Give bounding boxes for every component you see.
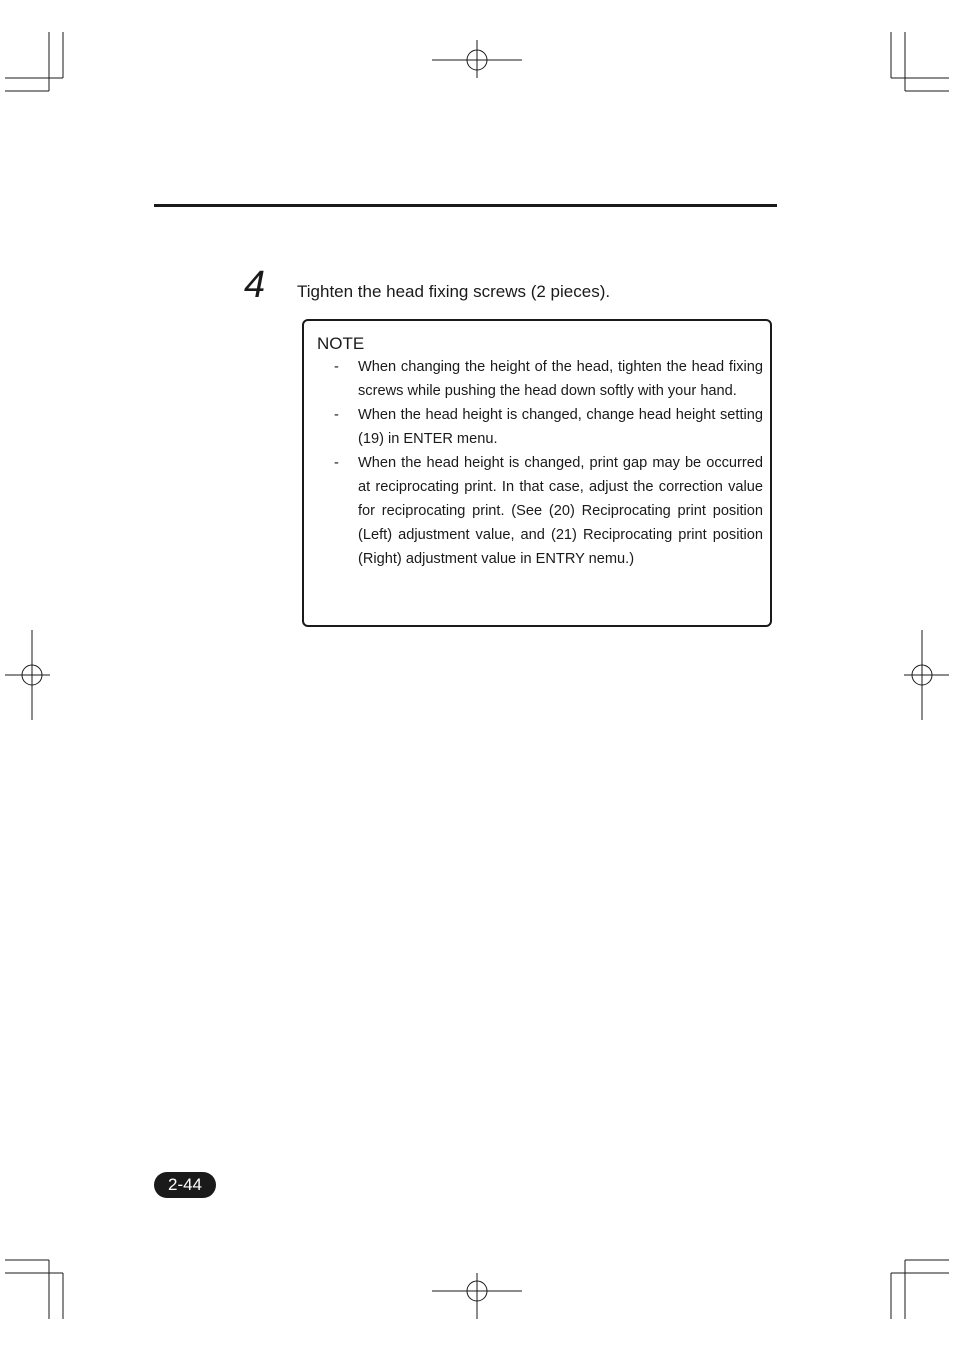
header-rule <box>154 204 777 207</box>
note-title: NOTE <box>317 334 365 353</box>
note-item-text: When changing the height of the head, tighten the head fixing screws while pushing the head down softly with your hand. <box>358 359 763 399</box>
note-item-text: When the head height is changed, change head height setting (19) in ENTER menu. <box>358 407 763 447</box>
note-item <box>331 355 763 403</box>
note-item <box>331 403 763 451</box>
step-text: Tighten the head fixing screws (2 pieces). <box>297 282 611 301</box>
note-list <box>331 355 763 571</box>
step-number: 4 <box>244 264 266 306</box>
note-item <box>331 451 763 571</box>
note-bullet: - <box>334 455 339 471</box>
note-item-text: When the head height is changed, print gap may be occurred at reciprocating print. In that case, adjust the correction value for reciprocating print. (See (20) Reciprocating print position (Left) adjustment value, and (21) Reciprocating print position (Right) adjustment value in ENTRY nemu.) <box>358 455 763 567</box>
note-bullet: - <box>334 407 339 423</box>
note-box <box>302 319 772 627</box>
page-number-badge: 2-44 <box>154 1172 216 1198</box>
note-bullet: - <box>334 359 339 375</box>
